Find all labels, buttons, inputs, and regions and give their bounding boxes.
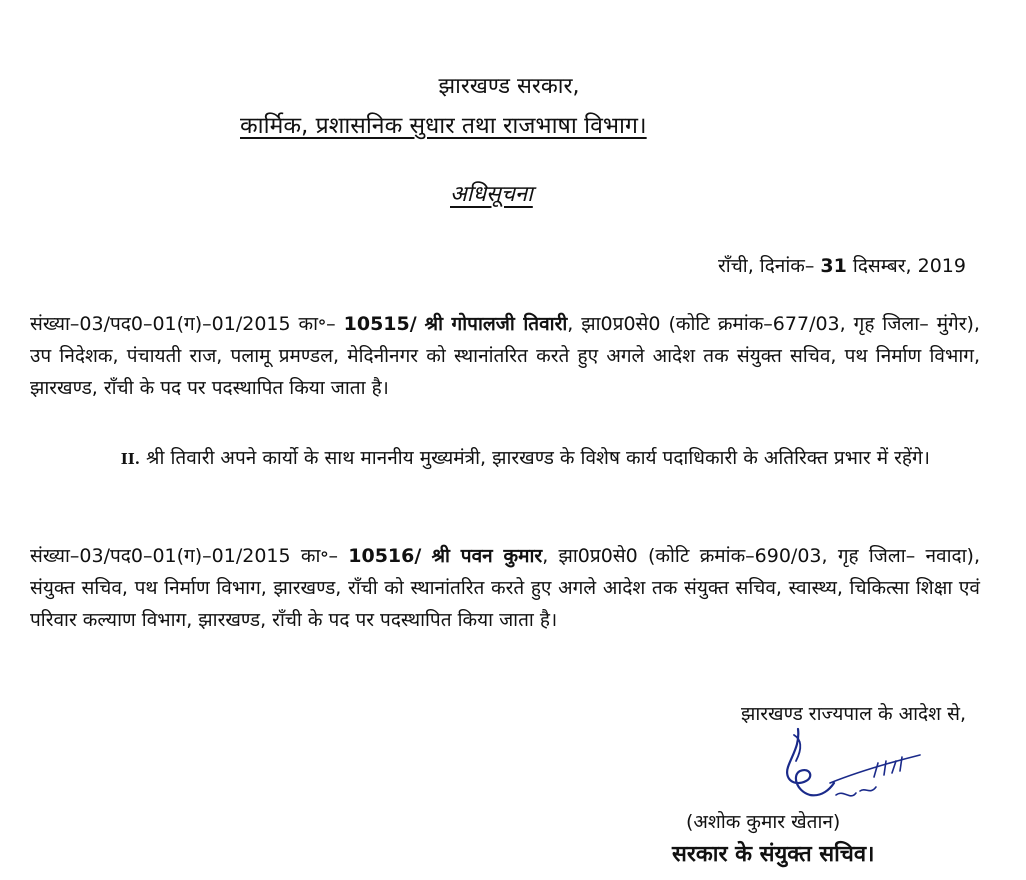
header-department: कार्मिक, प्रशासनिक सुधार तथा राजभाषा विभाग। (240, 113, 647, 139)
notification-2-body: , झा0प्र0से0 (कोटि क्रमांक–690/03, गृह जिला– नवादा), संयुक्त सचिव, पथ निर्माण विभाग, झारखण्ड, राँची को स्थानांतरित करते हुए अगले आदेश तक संयुक्त सचिव, स्वास्थ्य, चिकित्सा शिक्षा एवं परिवार कल्याण विभाग, झारखण्ड, राँची के पद पर पदस्थापित किया जाता है। (30, 545, 980, 631)
header-government (0, 70, 1026, 100)
notification-1-body: , झा0प्र0से0 (कोटि क्रमांक–677/03, गृह जिला– मुंगेर), उप निदेशक, पंचायती राज, पलामू प्रमण्डल, मेदिनीनगर को स्थानांतरित करते हुए अगले आदेश तक संयुक्त सचिव, पथ निर्माण विभाग, झारखण्ड, राँची के पद पर पदस्थापित किया जाता है। (30, 313, 980, 399)
clause-text: श्री तिवारी अपने कार्यो के साथ माननीय मुख्यमंत्री, झारखण्ड के विशेष कार्य पदाधिकारी के अतिरिक्त प्रभार में रहेंगे। (146, 447, 930, 469)
notification-1-clause (30, 442, 980, 475)
dateline-month-year: दिसम्बर, 2019 (852, 255, 966, 277)
notification-1-ref: संख्या–03/पद0–01(ग)–01/2015 का॰– (30, 313, 336, 335)
notification-2-name: श्री पवन कुमार (431, 545, 543, 567)
signer-name: (अशोक कुमार खेतान) (686, 811, 841, 833)
document-title: अधिसूचना (450, 182, 533, 207)
handwritten-signature (770, 725, 930, 815)
dateline-prefix: राँची, दिनांक– (718, 255, 815, 277)
notification-2-ref: संख्या–03/पद0–01(ग)–01/2015 का॰– (30, 545, 338, 567)
notification-1 (30, 308, 980, 404)
notification-1-name: श्री गोपालजी तिवारी (424, 313, 568, 335)
signer-title: सरकार के संयुक्त सचिव। (672, 842, 875, 867)
order-line: झारखण्ड राज्यपाल के आदेश से, (740, 703, 966, 725)
notification-1-number: 10515/ (343, 313, 417, 335)
notification-2 (30, 540, 980, 636)
notification-2-number: 10516/ (348, 545, 422, 567)
clause-number: II. (120, 450, 140, 468)
dateline (718, 252, 966, 278)
dateline-day: 31 (820, 255, 847, 277)
government-name: झारखण्ड सरकार, (438, 74, 580, 99)
